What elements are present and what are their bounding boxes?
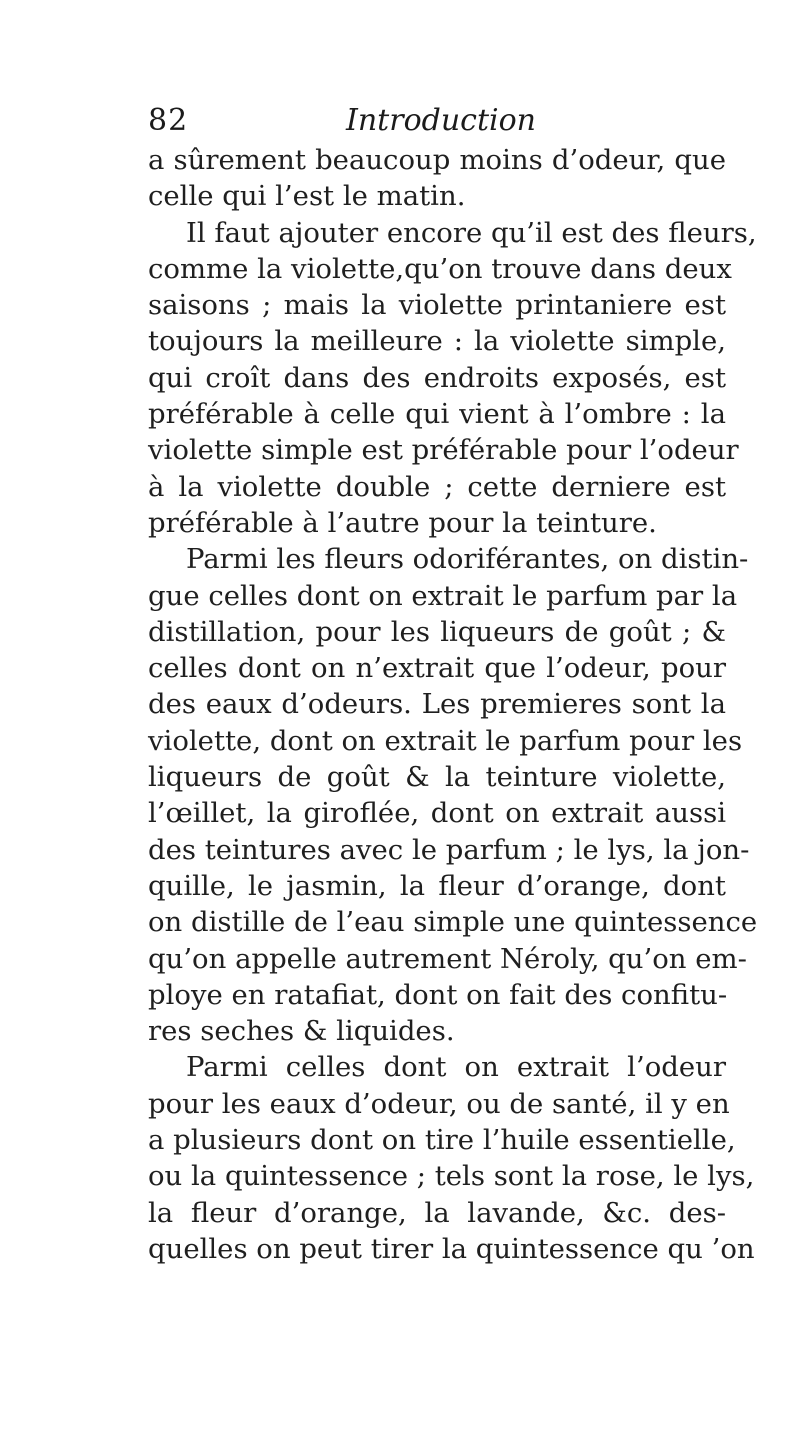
text-line: quille, le jasmin, la fleur d’orange, dont: [148, 869, 726, 902]
text-line: des eaux d’odeurs. Les premieres sont la: [148, 688, 726, 721]
text-line: a plusieurs dont on tire l’huile essentielle,: [148, 1124, 736, 1157]
page-number: 82: [148, 103, 189, 138]
text-line: ou la quintessence ; tels sont la rose, le lys,: [148, 1160, 755, 1193]
text-line: a sûrement beaucoup moins d’odeur, que: [148, 144, 726, 176]
text-line: Parmi les fleurs odoriférantes, on distin-: [186, 543, 749, 576]
text-line: celle qui l’est le matin.: [148, 180, 466, 213]
text-line: on distille de l’eau simple une quintessence: [148, 906, 758, 939]
text-line: des teintures avec le parfum ; le lys, la jon-: [148, 833, 750, 866]
text-line: liqueurs de goût & la teinture violette,: [148, 761, 726, 794]
text-line: violette simple est préférable pour l’odeur: [148, 434, 739, 467]
text-line: saisons ; mais la violette printaniere est: [148, 289, 726, 322]
text-line: ploye en ratafiat, dont on fait des confitu-: [148, 978, 728, 1011]
text-line: distillation, pour les liqueurs de goût ; &: [148, 615, 726, 648]
text-line: la fleur d’orange, la lavande, &c. des-: [148, 1196, 726, 1229]
text-line: Il faut ajouter encore qu’il est des fleurs,: [186, 216, 757, 249]
text-line: pour les eaux d’odeur, ou de santé, il y en: [148, 1087, 730, 1120]
text-line: gue celles dont on extrait le parfum par la: [148, 579, 738, 612]
text-line: Parmi celles dont on extrait l’odeur: [186, 1051, 726, 1084]
text-line: celles dont on n’extrait que l’odeur, pour: [148, 652, 726, 685]
text-line: qui croît dans des endroits exposés, est: [148, 361, 726, 394]
body-text: [148, 142, 758, 1267]
text-line: violette, dont on extrait le parfum pour les: [148, 724, 743, 757]
text-line: qu’on appelle autrement Néroly, qu’on em-: [148, 942, 747, 975]
text-line: à la violette double ; cette derniere est: [148, 470, 726, 503]
text-line: toujours la meilleure : la violette simple,: [148, 325, 726, 358]
text-line: quelles on peut tirer la quintessence qu ’on: [148, 1232, 755, 1265]
text-line: préférable à l’autre pour la teinture.: [148, 506, 657, 539]
text-line: res seches & liquides.: [148, 1015, 455, 1048]
running-title: Introduction: [346, 103, 536, 138]
text-line: comme la violette,qu’on trouve dans deux: [148, 252, 732, 285]
page-header: [148, 98, 728, 144]
text-line: préférable à celle qui vient à l’ombre : la: [148, 398, 726, 431]
text-line: l’œillet, la giroflée, dont on extrait aussi: [148, 797, 726, 830]
